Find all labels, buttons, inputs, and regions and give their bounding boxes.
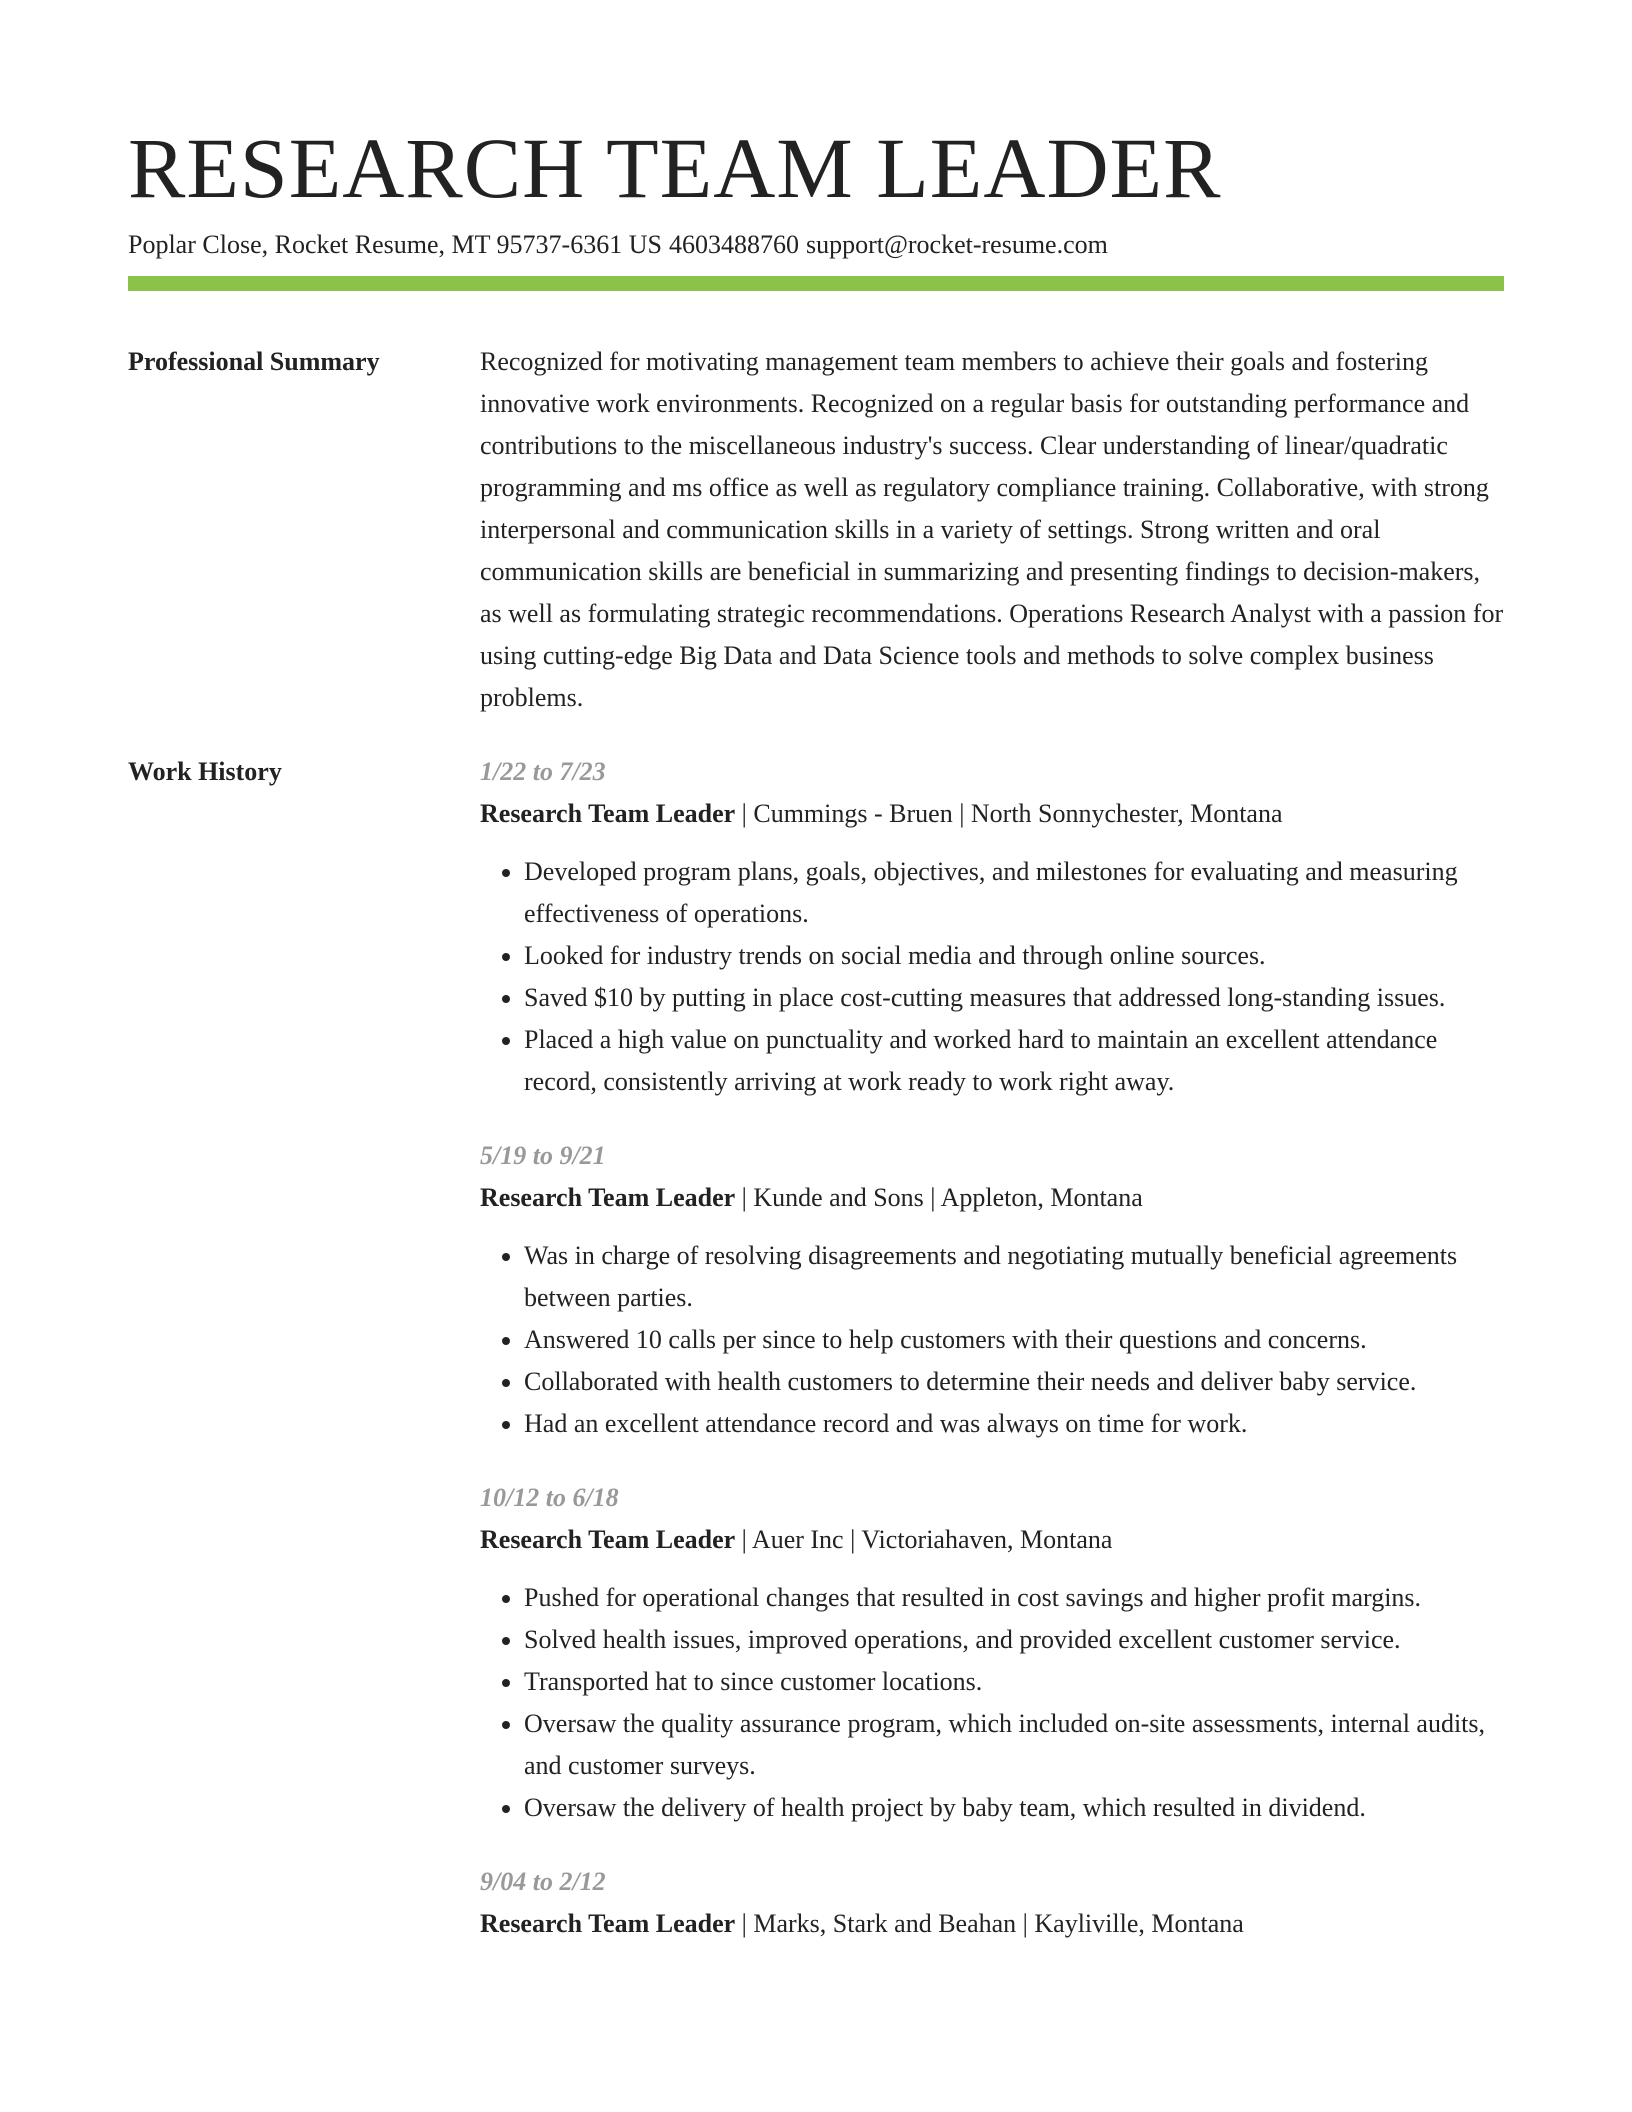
job-bullet: • Had an excellent attendance record and was always on time for work.: [524, 1403, 1504, 1445]
work-history-section: [128, 751, 1504, 1977]
job-entry: [480, 1861, 1504, 1945]
job-title: Research Team Leader: [480, 1183, 736, 1212]
job-bullet: • Placed a high value on punctuality and worked hard to maintain an excellent attendance record, consistently arriving at work ready to work right away.: [524, 1019, 1504, 1103]
job-title-line: [480, 793, 1504, 835]
address: Poplar Close, Rocket Resume, MT 95737-6361 US: [128, 230, 662, 259]
job-bullet: • Was in charge of resolving disagreements and negotiating mutually beneficial agreements between parties.: [524, 1235, 1504, 1319]
job-bullet: • Collaborated with health customers to determine their needs and deliver baby service.: [524, 1361, 1504, 1403]
job-bullet: • Transported hat to since customer locations.: [524, 1661, 1504, 1703]
job-bullets: [480, 1235, 1504, 1445]
job-dates: 1/22 to 7/23: [480, 757, 606, 786]
job-title-line: [480, 1903, 1504, 1945]
job-bullet: • Oversaw the delivery of health project by baby team, which resulted in dividend.: [524, 1787, 1504, 1829]
job-title: Research Team Leader: [480, 1909, 736, 1938]
job-title: Research Team Leader: [480, 799, 736, 828]
job-entry: [480, 751, 1504, 1103]
job-bullet: • Answered 10 calls per since to help customers with their questions and concerns.: [524, 1319, 1504, 1361]
job-company-location: | Kunde and Sons | Appleton, Montana: [735, 1183, 1143, 1212]
resume-page: [128, 118, 1504, 1977]
section-label-summary: Professional Summary: [128, 347, 380, 376]
candidate-name: RESEARCH TEAM LEADER: [128, 120, 1222, 216]
job-title-line: [480, 1519, 1504, 1561]
job-bullets: [480, 1577, 1504, 1829]
job-bullet: • Pushed for operational changes that resulted in cost savings and higher profit margins.: [524, 1577, 1504, 1619]
job-entry: [480, 1477, 1504, 1829]
job-list: [480, 751, 1504, 1977]
job-company-location: | Cummings - Bruen | North Sonnychester, Montana: [735, 799, 1283, 828]
header-divider: [128, 276, 1504, 291]
job-bullet: • Looked for industry trends on social media and through online sources.: [524, 935, 1504, 977]
job-bullet: • Solved health issues, improved operations, and provided excellent customer service.: [524, 1619, 1504, 1661]
job-bullet: • Oversaw the quality assurance program, which included on-site assessments, internal audits, and customer surveys.: [524, 1703, 1504, 1787]
phone: 4603488760: [668, 230, 799, 259]
job-bullet: • Saved $10 by putting in place cost-cutting measures that addressed long-standing issues.: [524, 977, 1504, 1019]
job-dates: 5/19 to 9/21: [480, 1141, 606, 1170]
job-bullets: [480, 851, 1504, 1103]
job-entry: [480, 1135, 1504, 1445]
professional-summary-section: [128, 341, 1504, 719]
job-dates: 10/12 to 6/18: [480, 1483, 619, 1512]
job-title-line: [480, 1177, 1504, 1219]
email: support@rocket-resume.com: [805, 230, 1108, 259]
summary-text: Recognized for motivating management team members to achieve their goals and fostering innovative work environments. Recognized on a regular basis for outstanding performance and contributions to the miscellaneous industry's success. Clear understanding of linear/quadratic programming and ms office as well as regulatory compliance training. Collaborative, with strong interpersonal and communication skills in a variety of settings. Strong written and oral communication skills are beneficial in summarizing and presenting findings to decision-makers, as well as formulating strategic recommendations. Operations Research Analyst with a passion for using cutting-edge Big Data and Data Science tools and methods to solve complex business problems.: [480, 347, 1504, 712]
section-label-work-history: Work History: [128, 757, 282, 786]
contact-line: [128, 228, 1504, 262]
job-company-location: | Auer Inc | Victoriahaven, Montana: [735, 1525, 1113, 1554]
job-bullet: • Developed program plans, goals, objectives, and milestones for evaluating and measuring effectiveness of operations.: [524, 851, 1504, 935]
job-company-location: | Marks, Stark and Beahan | Kayliville, Montana: [735, 1909, 1244, 1938]
job-title: Research Team Leader: [480, 1525, 736, 1554]
job-dates: 9/04 to 2/12: [480, 1867, 606, 1896]
